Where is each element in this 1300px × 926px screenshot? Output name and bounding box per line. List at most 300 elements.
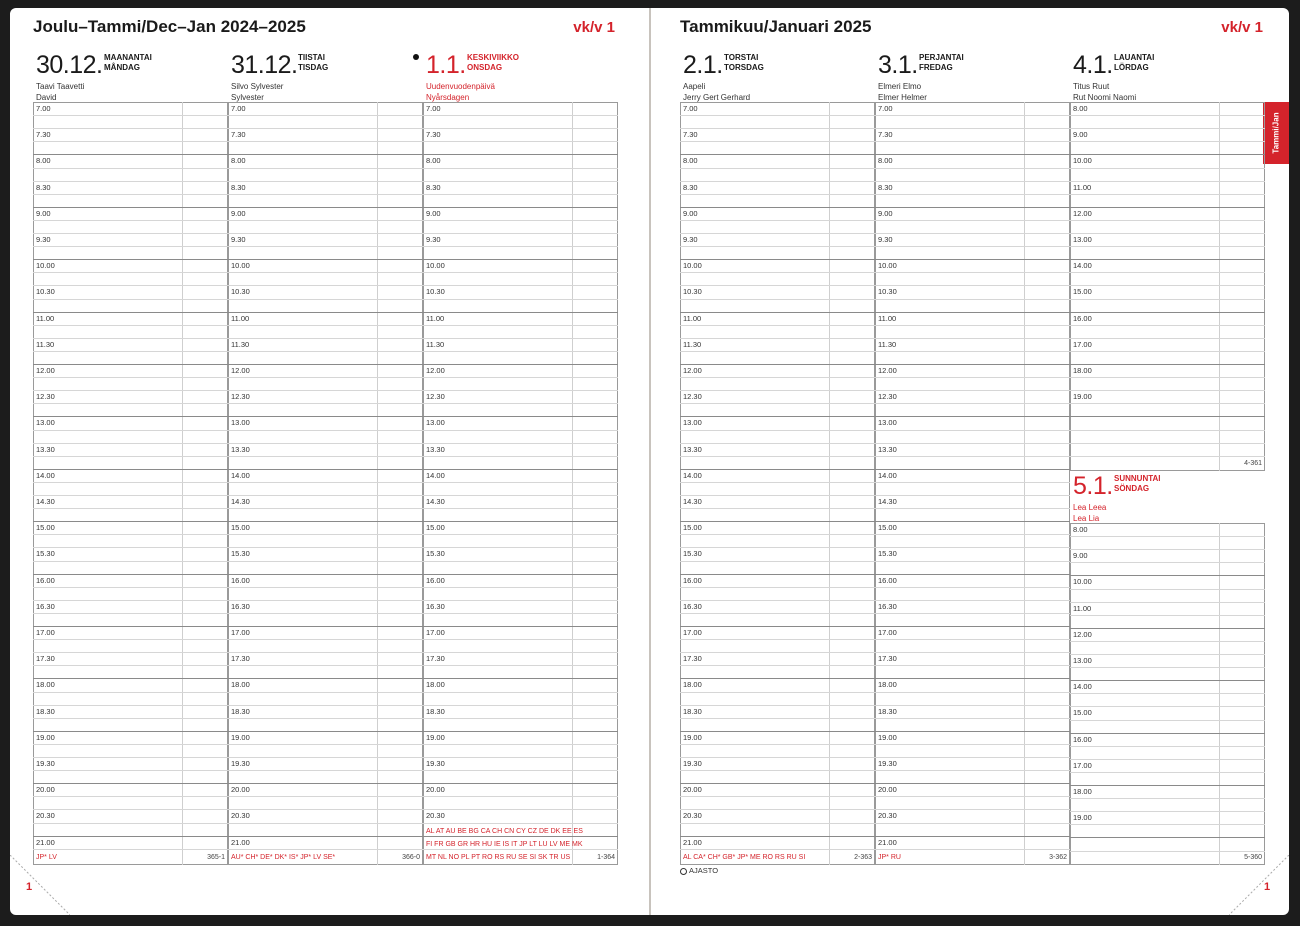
- day-of-year-count: 1-364: [597, 853, 615, 861]
- time-slot-label[interactable]: 18.30: [878, 706, 897, 716]
- time-slot-label[interactable]: 11.30: [426, 339, 445, 349]
- grid-line: [875, 718, 1070, 719]
- time-slot-label[interactable]: 17.00: [1073, 760, 1092, 770]
- time-slot-label[interactable]: 19.00: [426, 732, 445, 742]
- time-slot-label[interactable]: 20.30: [231, 811, 250, 821]
- time-slot-label[interactable]: 9.30: [878, 235, 893, 244]
- left-week-number: vk/v 1: [573, 19, 615, 36]
- grid-line: [33, 364, 228, 365]
- time-slot-label[interactable]: 14.00: [683, 470, 702, 480]
- grid-line: [423, 718, 618, 719]
- grid-line: [33, 770, 228, 771]
- grid-line: [228, 692, 423, 693]
- time-slot-label[interactable]: 11.30: [683, 339, 702, 349]
- time-slot-label[interactable]: 8.30: [426, 182, 441, 192]
- time-slot-label[interactable]: 15.30: [231, 549, 250, 559]
- time-slot-label[interactable]: 10.00: [878, 261, 897, 271]
- time-slot-label[interactable]: 19.00: [1073, 392, 1092, 402]
- grid-line: [875, 823, 1070, 824]
- grid-line: [1070, 299, 1265, 300]
- time-slot-label[interactable]: 18.00: [426, 680, 445, 690]
- ajasto-logo: [680, 866, 718, 875]
- time-slot-label[interactable]: 17.30: [683, 654, 702, 664]
- time-slot-label[interactable]: 13.00: [1073, 235, 1092, 244]
- grid-line: [680, 705, 875, 706]
- grid-line: [680, 194, 875, 195]
- time-slot-label[interactable]: 8.00: [683, 156, 698, 166]
- grid-line: [423, 403, 618, 404]
- time-slot-label[interactable]: 18.30: [36, 706, 55, 716]
- grid-line: [423, 181, 618, 182]
- left-page-number: 1: [26, 881, 33, 893]
- grid-line: [33, 285, 228, 286]
- grid-line: [228, 430, 423, 431]
- grid-line: [33, 809, 228, 810]
- time-slot-label[interactable]: 14.30: [683, 497, 702, 506]
- grid-line: [680, 272, 875, 273]
- time-slot-label[interactable]: 15.00: [1073, 708, 1092, 718]
- right-page-title: Tammikuu/Januari 2025: [680, 17, 872, 36]
- grid-line: [228, 731, 423, 732]
- time-slot-label[interactable]: 16.30: [683, 601, 702, 611]
- time-slot-label[interactable]: 10.00: [683, 261, 702, 271]
- weekday-names: [1114, 474, 1161, 494]
- time-slot-label[interactable]: 17.00: [231, 628, 250, 637]
- time-slot-label[interactable]: 13.00: [36, 418, 55, 428]
- time-slot-label[interactable]: 14.00: [1073, 682, 1092, 692]
- grid-line: [1070, 785, 1265, 786]
- holiday-country-codes: AU* CH* DE* DK* IS* JP* LV SE*: [231, 853, 336, 861]
- time-slot-label[interactable]: 14.00: [231, 470, 250, 480]
- grid-line: [423, 613, 618, 614]
- grid-line: [228, 246, 423, 247]
- time-slot-label[interactable]: 12.30: [683, 392, 702, 402]
- time-slot-label[interactable]: 20.00: [231, 785, 250, 795]
- day-4-1-time-grid[interactable]: [1070, 102, 1265, 471]
- grid-line: [33, 600, 228, 601]
- time-slot-label[interactable]: 14.00: [426, 470, 445, 480]
- time-slot-label[interactable]: 13.30: [683, 444, 702, 454]
- time-slot-label[interactable]: 19.30: [426, 759, 445, 768]
- time-slot-label[interactable]: 7.30: [36, 130, 51, 140]
- time-slot-label[interactable]: 8.30: [683, 182, 698, 192]
- name-days: [1073, 81, 1136, 103]
- time-slot-label[interactable]: 21.00: [878, 837, 897, 847]
- grid-line: [33, 207, 228, 208]
- time-slot-label[interactable]: 14.00: [36, 470, 55, 480]
- grid-line: [423, 757, 618, 758]
- grid-line: [423, 665, 618, 666]
- grid-line: [33, 456, 228, 457]
- weekday-swedish: LÖRDAG: [1114, 63, 1149, 72]
- time-slot-label[interactable]: 19.30: [878, 759, 897, 768]
- time-slot-label[interactable]: 9.30: [36, 235, 51, 244]
- time-slot-label[interactable]: 20.00: [36, 785, 55, 795]
- day-3-1-time-grid[interactable]: [875, 102, 1070, 865]
- grid-line: [228, 351, 423, 352]
- grid-line: [423, 469, 618, 470]
- grid-line: [1070, 390, 1265, 391]
- time-slot-label[interactable]: 20.30: [683, 811, 702, 821]
- time-slot-label[interactable]: 12.30: [426, 392, 445, 402]
- time-slot-label[interactable]: 9.00: [426, 208, 441, 218]
- time-slot-label[interactable]: 16.30: [36, 601, 55, 611]
- time-slot-label[interactable]: 14.00: [878, 470, 897, 480]
- grid-line: [875, 207, 1070, 208]
- time-slot-label[interactable]: 12.00: [1073, 629, 1092, 639]
- time-slot-label[interactable]: 13.30: [231, 444, 250, 454]
- grid-line: [228, 299, 423, 300]
- grid-line: [1070, 536, 1265, 537]
- grid-line: [1070, 351, 1265, 352]
- grid-line: [875, 613, 1070, 614]
- time-slot-label[interactable]: 8.00: [878, 156, 893, 166]
- time-slot-label[interactable]: 14.00: [1073, 261, 1092, 271]
- time-slot-label[interactable]: 7.00: [231, 104, 246, 113]
- time-slot-label[interactable]: 21.00: [36, 837, 55, 847]
- time-slot-label[interactable]: 9.00: [683, 208, 698, 218]
- time-slot-label[interactable]: 15.00: [1073, 287, 1092, 297]
- time-slot-label[interactable]: 17.00: [36, 628, 55, 637]
- month-tab[interactable]: [1263, 102, 1289, 164]
- time-slot-label[interactable]: 8.30: [878, 182, 893, 192]
- book-spine: [649, 8, 651, 915]
- month-tab-label: Tammi/Jan: [1271, 112, 1281, 154]
- time-slot-label[interactable]: 12.00: [36, 366, 55, 375]
- time-slot-label[interactable]: 11.00: [683, 313, 702, 323]
- time-slot-label[interactable]: 9.00: [36, 208, 51, 218]
- grid-line: [875, 325, 1070, 326]
- grid-line: [423, 443, 618, 444]
- name-day-entry: Sylvester: [231, 93, 264, 102]
- grid-line: [1070, 220, 1265, 221]
- grid-line: [680, 639, 875, 640]
- time-slot-label[interactable]: 11.30: [878, 339, 897, 349]
- time-slot-label[interactable]: 9.00: [1073, 551, 1088, 561]
- grid-line: [875, 285, 1070, 286]
- time-slot-label[interactable]: 16.00: [1073, 313, 1092, 323]
- grid-line: [875, 495, 1070, 496]
- time-slot-label[interactable]: 9.00: [231, 208, 246, 218]
- time-slot-label[interactable]: 18.00: [231, 680, 250, 690]
- time-slot-label[interactable]: 18.00: [36, 680, 55, 690]
- time-slot-label[interactable]: 17.30: [36, 654, 55, 664]
- time-slot-label[interactable]: 16.30: [878, 601, 897, 611]
- time-slot-label[interactable]: 15.30: [36, 549, 55, 559]
- grid-line: [1070, 589, 1265, 590]
- time-slot-label[interactable]: 20.30: [426, 811, 445, 821]
- time-slot-label[interactable]: 20.30: [36, 811, 55, 821]
- grid-line: [33, 377, 228, 378]
- grid-line: [1070, 456, 1265, 457]
- weekday-names: [104, 53, 152, 73]
- day-31-12-time-grid[interactable]: [228, 102, 423, 865]
- time-slot-label[interactable]: 7.00: [426, 104, 441, 113]
- grid-line: [875, 652, 1070, 653]
- time-slot-label[interactable]: 9.30: [683, 235, 698, 244]
- time-slot-label[interactable]: 19.30: [683, 759, 702, 768]
- grid-line: [875, 233, 1070, 234]
- time-slot-label[interactable]: 16.00: [683, 575, 702, 585]
- grid-line: [875, 783, 1070, 784]
- day-number: 5.1.: [1073, 472, 1113, 500]
- grid-line: [33, 652, 228, 653]
- time-slot-label[interactable]: 12.00: [1073, 208, 1092, 218]
- time-slot-label[interactable]: 13.00: [426, 418, 445, 428]
- grid-line: [423, 115, 618, 116]
- grid-line: [680, 416, 875, 417]
- time-slot-label[interactable]: 13.00: [878, 418, 897, 428]
- grid-line: [1070, 693, 1265, 694]
- grid-line: [33, 338, 228, 339]
- time-slot-label[interactable]: 17.30: [231, 654, 250, 664]
- grid-line: [680, 534, 875, 535]
- day-1-1-time-grid[interactable]: [423, 102, 618, 865]
- time-slot-label[interactable]: 14.30: [878, 497, 897, 506]
- time-slot-label[interactable]: 18.00: [683, 680, 702, 690]
- day-2-1-time-grid[interactable]: [680, 102, 875, 865]
- time-slot-label[interactable]: 21.00: [683, 837, 702, 847]
- grid-line: [423, 744, 618, 745]
- time-slot-label[interactable]: 20.00: [878, 785, 897, 795]
- time-slot-label[interactable]: 17.00: [683, 628, 702, 637]
- day-number: 2.1.: [683, 51, 723, 79]
- time-slot-label[interactable]: 7.30: [878, 130, 893, 140]
- time-slot-label[interactable]: 17.00: [1073, 339, 1092, 349]
- time-slot-label[interactable]: 7.30: [426, 130, 441, 140]
- grid-line: [875, 364, 1070, 365]
- time-slot-label[interactable]: 7.00: [878, 104, 893, 113]
- day-number: 31.12.: [231, 51, 298, 79]
- grid-line: [33, 272, 228, 273]
- time-slot-label[interactable]: 17.30: [426, 654, 445, 664]
- time-slot-label[interactable]: 15.30: [683, 549, 702, 559]
- time-slot-label[interactable]: 16.30: [426, 601, 445, 611]
- time-slot-label[interactable]: 20.00: [683, 785, 702, 795]
- grid-line: [680, 849, 875, 850]
- grid-line: [33, 482, 228, 483]
- time-slot-label[interactable]: 17.30: [878, 654, 897, 664]
- time-slot-label[interactable]: 10.30: [426, 287, 445, 297]
- time-slot-label[interactable]: 11.00: [1073, 182, 1092, 192]
- time-slot-label[interactable]: 9.00: [878, 208, 893, 218]
- time-slot-label[interactable]: 14.30: [36, 497, 55, 506]
- time-slot-label[interactable]: 19.00: [36, 732, 55, 742]
- time-slot-label[interactable]: 12.30: [878, 392, 897, 402]
- grid-line: [680, 469, 875, 470]
- weekday-swedish: TISDAG: [298, 63, 329, 72]
- day-3-1-header: [875, 50, 1070, 103]
- grid-line: [33, 220, 228, 221]
- time-slot-label[interactable]: 7.00: [683, 104, 698, 113]
- time-slot-label[interactable]: 10.00: [1073, 577, 1092, 587]
- time-slot-label[interactable]: 18.30: [231, 706, 250, 716]
- time-slot-label[interactable]: 15.00: [36, 523, 55, 533]
- time-slot-label[interactable]: 18.00: [1073, 787, 1092, 796]
- time-slot-label[interactable]: 11.00: [36, 313, 55, 323]
- grid-line: [1070, 207, 1265, 208]
- time-slot-label[interactable]: 21.00: [231, 837, 250, 847]
- grid-line: [1070, 654, 1265, 655]
- time-slot-label[interactable]: 10.00: [1073, 156, 1092, 166]
- day-1-1-header: [423, 50, 618, 103]
- time-slot-label[interactable]: 10.00: [426, 261, 445, 271]
- grid-line: [423, 272, 618, 273]
- time-slot-label[interactable]: 17.00: [878, 628, 897, 637]
- time-slot-label[interactable]: 10.00: [36, 261, 55, 271]
- time-slot-label[interactable]: 8.30: [231, 182, 246, 192]
- time-slot-label[interactable]: 13.00: [231, 418, 250, 428]
- time-slot-label[interactable]: 8.00: [1073, 104, 1088, 113]
- grid-line: [1070, 154, 1265, 155]
- grid-line: [33, 849, 228, 850]
- grid-line: [33, 416, 228, 417]
- time-slot-label[interactable]: 12.30: [36, 392, 55, 402]
- time-slot-label[interactable]: 12.00: [878, 366, 897, 375]
- time-slot-label[interactable]: 20.00: [426, 785, 445, 795]
- time-slot-label[interactable]: 18.30: [683, 706, 702, 716]
- time-slot-label[interactable]: 19.00: [878, 732, 897, 742]
- time-slot-label[interactable]: 12.00: [683, 366, 702, 375]
- time-slot-label[interactable]: 19.00: [231, 732, 250, 742]
- grid-line: [228, 416, 423, 417]
- time-slot-label[interactable]: 7.30: [683, 130, 698, 140]
- time-slot-label[interactable]: 8.00: [36, 156, 51, 166]
- grid-line: [228, 809, 423, 810]
- time-slot-label[interactable]: 10.30: [231, 287, 250, 297]
- time-slot-label[interactable]: 16.00: [878, 575, 897, 585]
- grid-line: [423, 574, 618, 575]
- time-slot-label[interactable]: 11.00: [1073, 603, 1092, 613]
- time-slot-label[interactable]: 11.00: [231, 313, 250, 323]
- grid-line: [875, 665, 1070, 666]
- grid-line: [228, 665, 423, 666]
- time-slot-label[interactable]: 8.30: [36, 182, 51, 192]
- grid-line: [228, 364, 423, 365]
- time-slot-label[interactable]: 16.00: [426, 575, 445, 585]
- grid-line: [680, 508, 875, 509]
- time-slot-label[interactable]: 9.30: [231, 235, 246, 244]
- time-slot-label[interactable]: 17.00: [426, 628, 445, 637]
- time-slot-label[interactable]: 13.30: [878, 444, 897, 454]
- grid-line: [228, 403, 423, 404]
- day-30-12-time-grid[interactable]: [33, 102, 228, 865]
- grid-line: [875, 521, 1070, 522]
- time-slot-label[interactable]: 18.30: [426, 706, 445, 716]
- grid-line: [680, 836, 875, 837]
- grid-line: [423, 233, 618, 234]
- time-slot-label[interactable]: 18.00: [1073, 366, 1092, 375]
- grid-line: [875, 141, 1070, 142]
- time-slot-label[interactable]: 15.00: [878, 523, 897, 533]
- time-slot-label[interactable]: 14.30: [231, 497, 250, 506]
- time-slot-label[interactable]: 11.30: [36, 339, 55, 349]
- time-slot-label[interactable]: 11.30: [231, 339, 250, 349]
- logo-text: AJASTO: [689, 866, 719, 875]
- time-slot-label[interactable]: 10.30: [878, 287, 897, 297]
- time-slot-label[interactable]: 15.00: [426, 523, 445, 533]
- time-slot-label[interactable]: 11.00: [878, 313, 897, 323]
- time-slot-label[interactable]: 9.00: [1073, 130, 1088, 140]
- time-slot-label[interactable]: 11.00: [426, 313, 445, 323]
- time-slot-label[interactable]: 19.30: [231, 759, 250, 768]
- time-slot-label[interactable]: 7.00: [36, 104, 51, 113]
- time-slot-label[interactable]: 13.00: [683, 418, 702, 428]
- grid-line: [875, 678, 1070, 679]
- grid-line: [228, 547, 423, 548]
- grid-line: [423, 154, 618, 155]
- grid-line: [1070, 837, 1265, 838]
- time-slot-label[interactable]: 13.30: [36, 444, 55, 454]
- time-slot-label[interactable]: 14.30: [426, 497, 445, 506]
- time-slot-label[interactable]: 15.00: [683, 523, 702, 533]
- grid-line: [228, 115, 423, 116]
- grid-line: [875, 154, 1070, 155]
- grid-line: [228, 849, 423, 850]
- time-slot-label[interactable]: 19.30: [36, 759, 55, 768]
- grid-line: [423, 600, 618, 601]
- time-slot-label[interactable]: 13.00: [1073, 656, 1092, 665]
- day-of-year-count: 3-362: [1049, 853, 1067, 861]
- time-slot-label[interactable]: 16.30: [231, 601, 250, 611]
- grid-line: [423, 416, 618, 417]
- time-slot-label[interactable]: 15.30: [878, 549, 897, 559]
- grid-line: [875, 181, 1070, 182]
- grid-line: [228, 469, 423, 470]
- time-slot-label[interactable]: 8.00: [1073, 525, 1088, 534]
- time-slot-label[interactable]: 16.00: [1073, 734, 1092, 744]
- time-slot-label[interactable]: 19.00: [683, 732, 702, 742]
- time-slot-label[interactable]: 16.00: [36, 575, 55, 585]
- notes-column-divider: [572, 102, 573, 865]
- grid-line: [228, 259, 423, 260]
- time-slot-label[interactable]: 9.30: [426, 235, 441, 244]
- time-slot-label[interactable]: 13.30: [426, 444, 445, 454]
- time-slot-label[interactable]: 7.30: [231, 130, 246, 140]
- grid-line: [423, 796, 618, 797]
- grid-line: [875, 430, 1070, 431]
- time-slot-label[interactable]: 12.00: [231, 366, 250, 375]
- day-5-1-time-grid[interactable]: [1070, 523, 1265, 865]
- time-slot-label[interactable]: 8.00: [426, 156, 441, 166]
- time-slot-label[interactable]: 20.30: [878, 811, 897, 821]
- name-days: [878, 81, 927, 103]
- weekday-names: [724, 53, 764, 73]
- day-number: 4.1.: [1073, 51, 1113, 79]
- time-slot-label[interactable]: 15.30: [426, 549, 445, 559]
- grid-line: [875, 456, 1070, 457]
- time-slot-label[interactable]: 15.00: [231, 523, 250, 533]
- time-slot-label[interactable]: 10.30: [36, 287, 55, 297]
- time-slot-label[interactable]: 10.00: [231, 261, 250, 271]
- time-slot-label[interactable]: 16.00: [231, 575, 250, 585]
- time-slot-label[interactable]: 10.30: [683, 287, 702, 297]
- time-slot-label[interactable]: 18.00: [878, 680, 897, 690]
- grid-line: [1070, 338, 1265, 339]
- time-slot-label[interactable]: 12.30: [231, 392, 250, 402]
- name-day-entry: Elmer Helmer: [878, 93, 927, 102]
- grid-line: [423, 849, 618, 850]
- time-slot-label[interactable]: 12.00: [426, 366, 445, 375]
- grid-line: [1070, 430, 1265, 431]
- grid-line: [228, 443, 423, 444]
- grid-line: [423, 259, 618, 260]
- time-slot-label[interactable]: 8.00: [231, 156, 246, 166]
- name-day-entry: Lea Lia: [1073, 514, 1100, 523]
- time-slot-label[interactable]: 19.00: [1073, 813, 1092, 823]
- grid-line: [875, 731, 1070, 732]
- grid-line: [1070, 168, 1265, 169]
